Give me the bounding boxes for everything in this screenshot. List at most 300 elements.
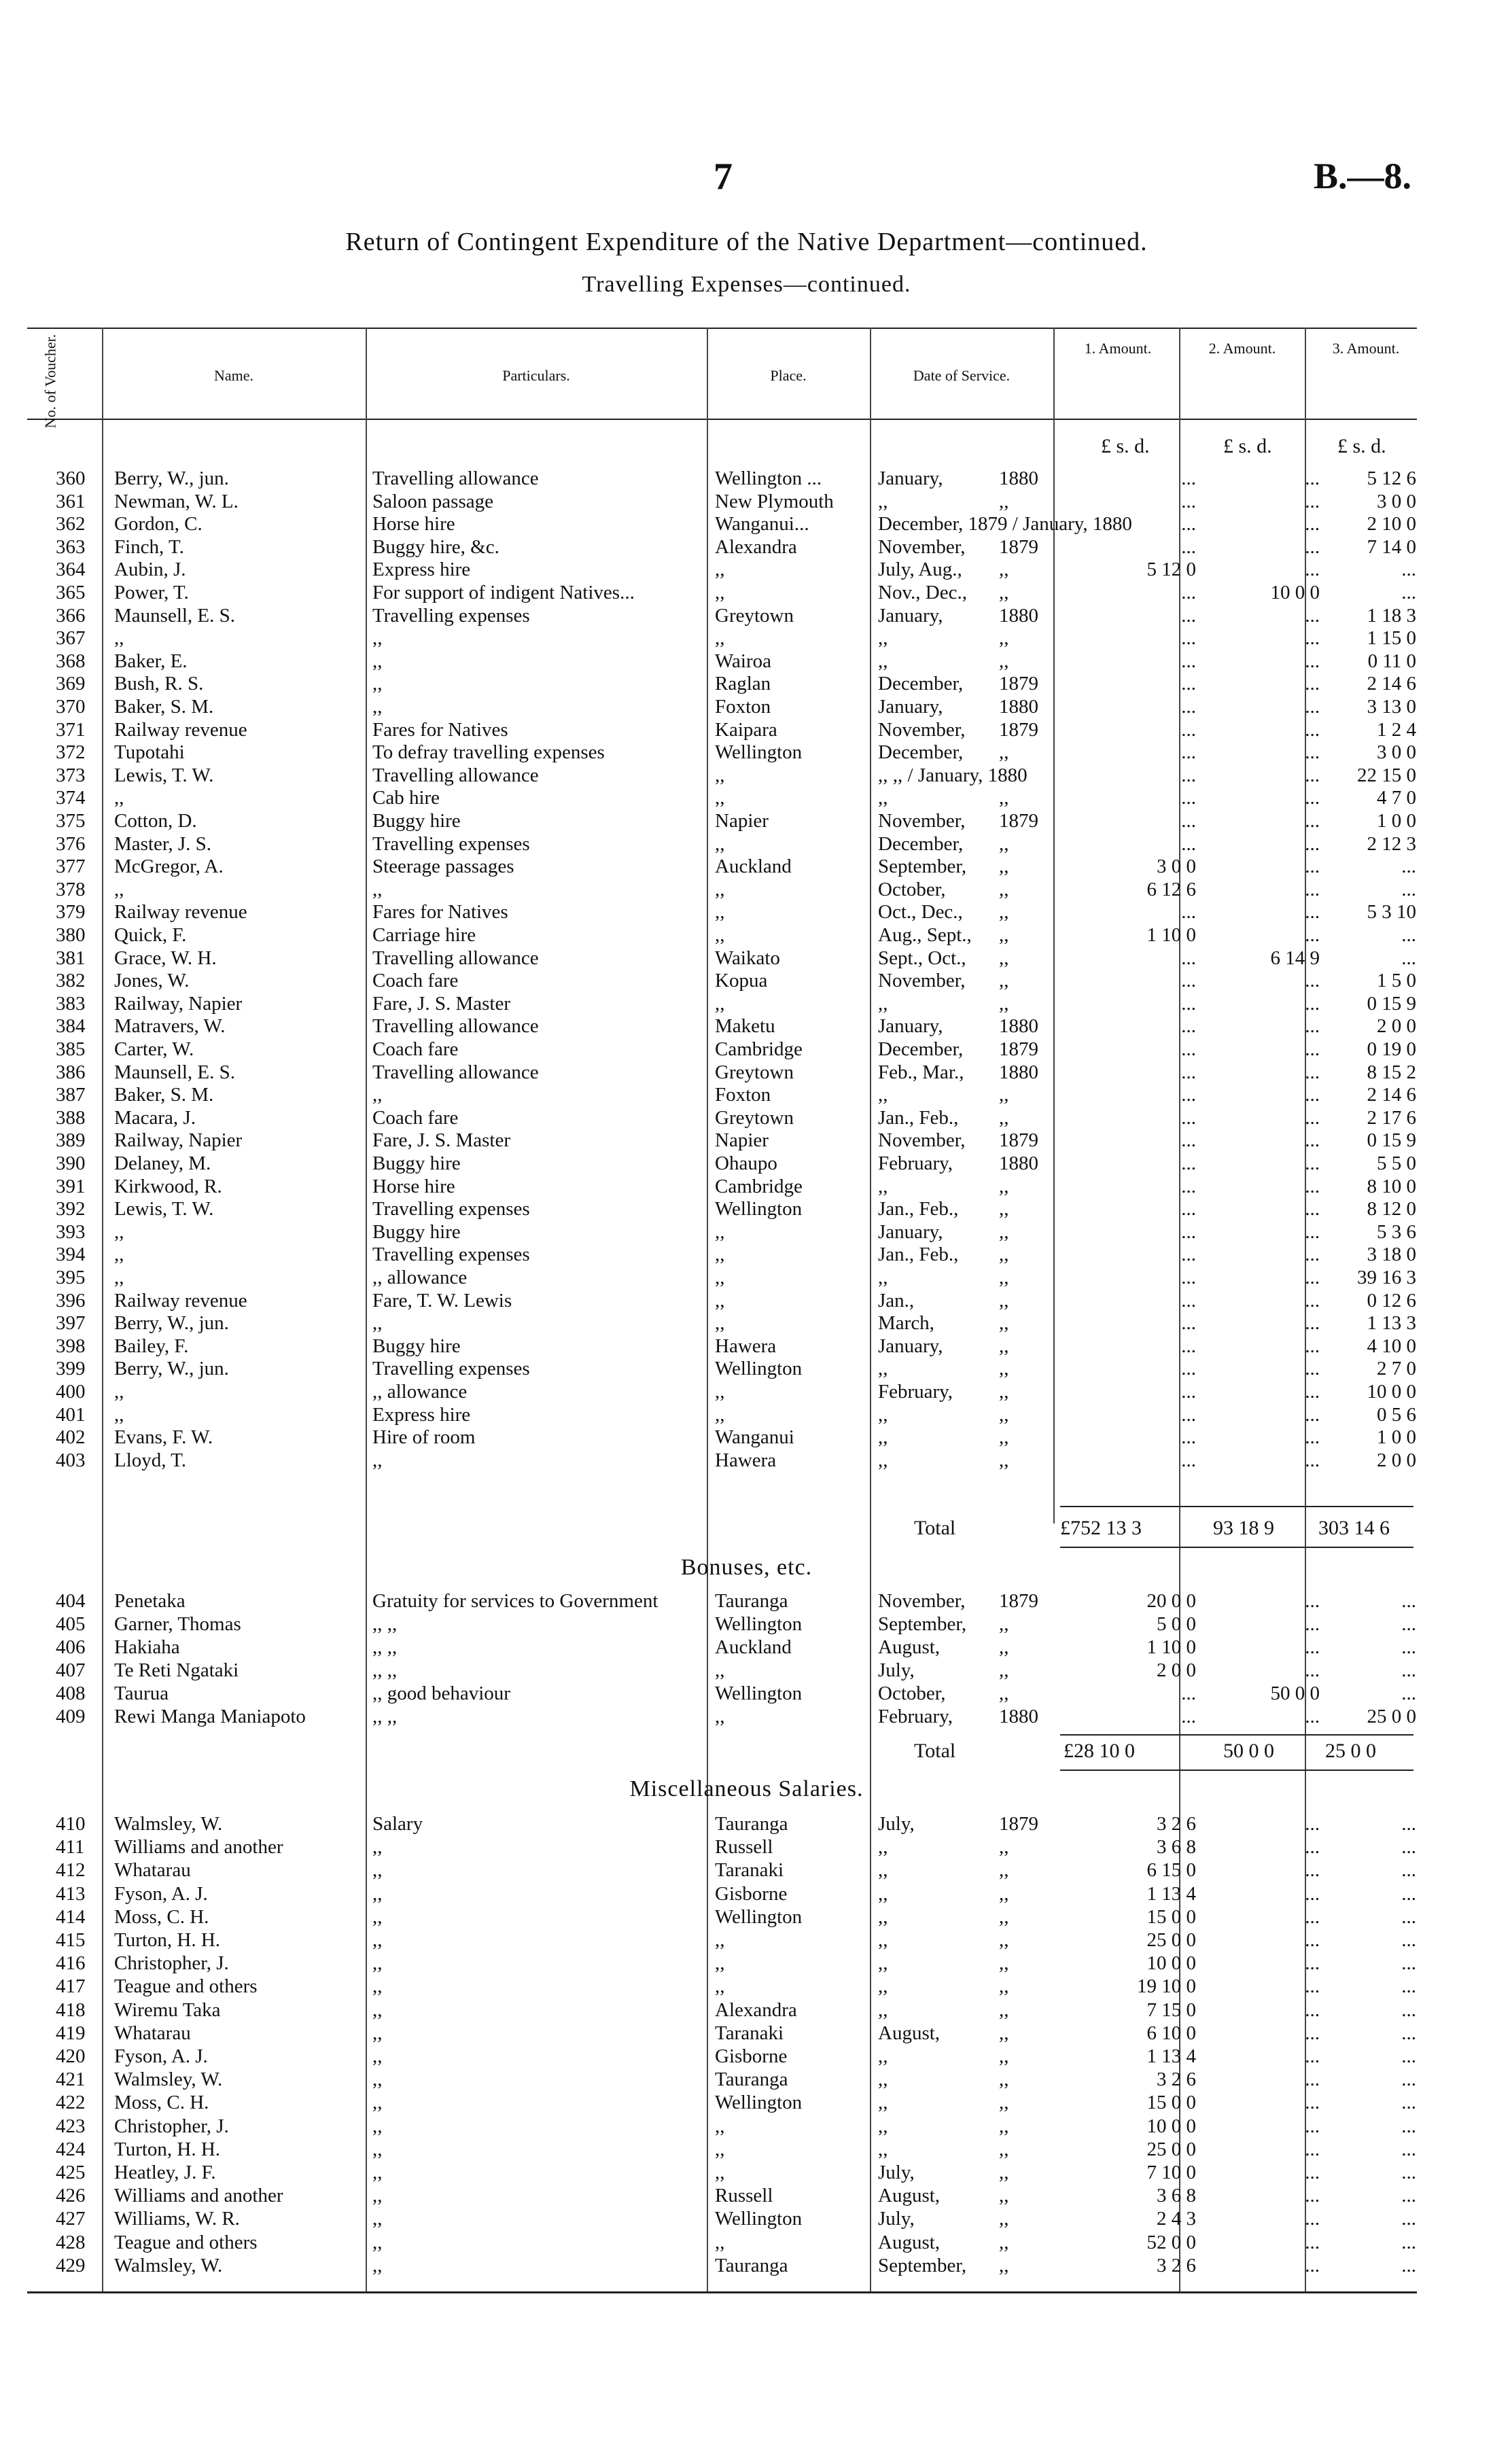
amount1-cell: ...	[1181, 535, 1196, 558]
amount3-cell: ...	[1401, 2254, 1416, 2276]
amount1-cell: 7 15 0	[1146, 1999, 1196, 2021]
currency-header-1: £ s. d.	[1101, 435, 1150, 457]
date-cell: ,,	[878, 650, 888, 672]
amount1-cell: ...	[1181, 1312, 1196, 1335]
table-row	[0, 1129, 1493, 1152]
name-cell: Cotton, D.	[114, 810, 197, 832]
year-cell: 1879	[999, 1590, 1038, 1612]
amount1-cell: ...	[1181, 1426, 1196, 1449]
amount3-cell: ...	[1401, 1613, 1416, 1635]
table-row	[0, 1590, 1493, 1613]
amount1-cell: 10 0 0	[1146, 1952, 1196, 1975]
date-cell: ,,	[878, 1952, 888, 1975]
amount2-cell: ...	[1305, 2092, 1320, 2114]
voucher-number: 363	[56, 535, 86, 558]
amount2-cell: ...	[1305, 992, 1320, 1015]
bonuses-total-label: Total	[914, 1740, 956, 1762]
place-cell: Wanganui...	[715, 513, 809, 535]
amount2-cell: ...	[1305, 1267, 1320, 1288]
particulars-cell: ,,	[372, 2069, 383, 2091]
date-cell: February,	[878, 1381, 953, 1403]
amount2-cell: ...	[1305, 627, 1320, 650]
particulars-cell: ,,	[372, 1952, 383, 1975]
amount2-cell: ...	[1305, 1929, 1320, 1951]
table-row	[0, 513, 1493, 535]
amount3-cell: 1 13 3	[1367, 1312, 1416, 1335]
name-header: Name.	[213, 367, 254, 384]
date-cell: Aug., Sept.,	[878, 924, 972, 946]
amount3-cell: 1 0 0	[1377, 810, 1416, 832]
travelling-total-3: 303 14 6	[1318, 1517, 1390, 1539]
amount1-cell: ...	[1181, 970, 1196, 992]
voucher-number: 423	[56, 2115, 86, 2137]
section-subtitle: Travelling Expenses—continued.	[582, 272, 911, 297]
amount3-cell: ...	[1401, 1929, 1416, 1951]
name-cell: Railway revenue	[114, 901, 247, 923]
place-cell: Wanganui	[715, 1426, 794, 1449]
voucher-number: 393	[56, 1220, 86, 1243]
amount2-cell: ...	[1305, 741, 1320, 764]
amount2-cell: ...	[1305, 1106, 1320, 1129]
table-row	[0, 605, 1493, 627]
table-row	[0, 1244, 1493, 1266]
amount2-cell: ...	[1305, 2185, 1320, 2207]
date-cell: ,,	[878, 1358, 888, 1380]
place-cell: Kopua	[715, 970, 768, 992]
amount1-cell: ...	[1181, 582, 1196, 603]
name-cell: Power, T.	[114, 582, 189, 603]
date-cell: ,,	[878, 1999, 888, 2021]
year-cell: ,,	[999, 1929, 1009, 1951]
year-cell: 1880	[999, 1152, 1038, 1174]
place-cell: Auckland	[715, 856, 792, 878]
amount1-cell: ...	[1181, 1220, 1196, 1243]
date-cell: September,	[878, 1613, 967, 1635]
name-cell: Baker, E.	[114, 650, 188, 672]
place-cell: Wellington	[715, 2208, 803, 2230]
date-cell: December,	[878, 741, 964, 764]
name-cell: Fyson, A. J.	[114, 1882, 208, 1905]
voucher-number: 426	[56, 2185, 86, 2207]
table-row	[0, 1176, 1493, 1198]
particulars-cell: Fare, T. W. Lewis	[372, 1289, 512, 1312]
place-cell: Gisborne	[715, 1882, 788, 1905]
amount1-cell: ...	[1181, 604, 1196, 627]
name-cell: Maunsell, E. S.	[114, 1061, 236, 1083]
place-cell: ,,	[715, 1220, 725, 1243]
year-cell: ,,	[999, 787, 1009, 809]
voucher-number: 386	[56, 1061, 86, 1083]
particulars-cell: ,,	[372, 1882, 383, 1905]
amount3-cell: 4 7 0	[1377, 787, 1416, 809]
date-cell: Jan.,	[878, 1289, 915, 1312]
date-cell: March,	[878, 1312, 934, 1335]
table-row	[0, 468, 1493, 490]
amount2-cell: 50 0 0	[1270, 1683, 1320, 1704]
amount1-cell: 3 2 6	[1157, 1813, 1196, 1835]
document-reference: B.—8.	[1313, 156, 1411, 196]
year-cell: ,,	[999, 2208, 1009, 2230]
amount1-cell: 20 0 0	[1146, 1590, 1196, 1612]
amount2-cell: ...	[1305, 1836, 1320, 1859]
voucher-number: 384	[56, 1015, 86, 1038]
table-row	[0, 2069, 1493, 2091]
particulars-cell: ,,	[372, 627, 383, 650]
particulars-cell: Gratuity for services to Government	[372, 1590, 658, 1612]
particulars-cell: Coach fare	[372, 970, 459, 992]
page-number: 7	[714, 156, 733, 198]
name-cell: Garner, Thomas	[114, 1613, 241, 1635]
voucher-number: 403	[56, 1449, 86, 1471]
date-cell: ,,	[878, 1449, 888, 1471]
table-row	[0, 993, 1493, 1015]
amount1-cell: 3 2 6	[1157, 2069, 1196, 2091]
date-cell: ,,	[878, 1175, 888, 1197]
date-cell: ,,	[878, 627, 888, 650]
table-row	[0, 1613, 1493, 1636]
date-cell: ,,	[878, 992, 888, 1015]
voucher-number: 411	[56, 1836, 85, 1859]
place-cell: Cambridge	[715, 1175, 803, 1197]
date-cell: December,	[878, 832, 964, 855]
place-cell: ,,	[715, 1267, 725, 1288]
particulars-cell: ,,	[372, 2092, 383, 2114]
year-cell: 1879	[999, 535, 1038, 558]
amount2-cell: ...	[1305, 1659, 1320, 1681]
bonuses-heading: Bonuses, etc.	[680, 1555, 813, 1580]
year-cell: ,,	[999, 2254, 1009, 2276]
amount3-cell: ...	[1401, 2208, 1416, 2230]
amount3-header: 3. Amount.	[1332, 340, 1400, 357]
voucher-number: 407	[56, 1659, 86, 1681]
voucher-number: 370	[56, 696, 86, 718]
amount1-cell: ...	[1181, 627, 1196, 650]
place-cell: Napier	[715, 1129, 769, 1152]
date-cell: September,	[878, 856, 967, 878]
amount1-cell: ...	[1181, 832, 1196, 855]
voucher-number: 373	[56, 764, 86, 786]
date-cell: Feb., Mar.,	[878, 1061, 964, 1083]
table-row	[0, 1015, 1493, 1038]
name-cell: Railway revenue	[114, 1289, 247, 1312]
voucher-number: 405	[56, 1613, 86, 1635]
voucher-number: 377	[56, 856, 86, 878]
table-row	[0, 2162, 1493, 2184]
voucher-number: 401	[56, 1403, 86, 1426]
particulars-cell: Fare, J. S. Master	[372, 1129, 510, 1152]
particulars-cell: Saloon passage	[372, 490, 493, 512]
particulars-cell: Travelling allowance	[372, 468, 539, 489]
particulars-cell: ,, ,,	[372, 1659, 398, 1681]
table-row	[0, 2185, 1493, 2207]
amount2-cell: ...	[1305, 1152, 1320, 1174]
date-cell: July, Aug.,	[878, 559, 962, 581]
name-cell: Maunsell, E. S.	[114, 604, 236, 627]
amount1-cell: ...	[1181, 513, 1196, 535]
date-header: Date of Service.	[913, 367, 1011, 384]
voucher-number: 396	[56, 1289, 86, 1312]
date-cell: ,,	[878, 1267, 888, 1288]
year-cell: ,,	[999, 1613, 1009, 1635]
date-cell: January,	[878, 468, 943, 489]
year-cell: ,,	[999, 1084, 1009, 1106]
amount2-cell: ...	[1305, 1358, 1320, 1380]
amount3-cell: 7 14 0	[1367, 535, 1416, 558]
name-cell: Kirkwood, R.	[114, 1175, 222, 1197]
place-cell: ,,	[715, 832, 725, 855]
name-cell: Tupotahi	[114, 741, 185, 764]
amount1-cell: 7 10 0	[1146, 2162, 1196, 2183]
voucher-number: 412	[56, 1859, 86, 1882]
year-cell: 1879	[999, 1038, 1038, 1060]
name-cell: McGregor, A.	[114, 856, 224, 878]
particulars-cell: ,, ,,	[372, 1613, 398, 1635]
name-cell: Macara, J.	[114, 1106, 196, 1129]
amount2-cell: ...	[1305, 787, 1320, 809]
particulars-cell: ,,	[372, 2208, 383, 2230]
amount2-cell: ...	[1305, 559, 1320, 581]
amount1-cell: ...	[1181, 947, 1196, 969]
date-cell: January,	[878, 1015, 943, 1038]
year-cell: 1879	[999, 810, 1038, 832]
particulars-cell: Buggy hire	[372, 810, 461, 832]
date-cell: Jan., Feb.,	[878, 1198, 959, 1220]
year-cell: ,,	[999, 1859, 1009, 1882]
year-cell: ,,	[999, 947, 1009, 969]
place-cell: Maketu	[715, 1015, 775, 1038]
date-cell: ,,	[878, 2092, 888, 2114]
place-cell: Hawera	[715, 1335, 777, 1357]
place-cell: Ohaupo	[715, 1152, 777, 1174]
amount3-cell: ...	[1401, 1905, 1416, 1928]
name-cell: Railway, Napier	[114, 992, 243, 1015]
amount3-cell: 8 12 0	[1367, 1198, 1416, 1220]
table-row	[0, 1636, 1493, 1659]
table-row	[0, 1659, 1493, 1682]
name-cell: Fyson, A. J.	[114, 2045, 208, 2067]
date-cell: August,	[878, 2185, 941, 2207]
amount2-cell: ...	[1305, 2138, 1320, 2160]
amount3-cell: 22 15 0	[1357, 764, 1416, 786]
date-cell: ,,	[878, 1403, 888, 1426]
year-cell: ,,	[999, 1882, 1009, 1905]
voucher-number: 361	[56, 490, 86, 512]
amount3-cell: 5 3 10	[1367, 901, 1416, 923]
particulars-cell: ,, good behaviour	[372, 1683, 510, 1704]
amount2-cell: ...	[1305, 696, 1320, 718]
voucher-number: 417	[56, 1975, 86, 1998]
name-cell: Aubin, J.	[114, 559, 186, 581]
year-cell: ,,	[999, 1358, 1009, 1380]
voucher-number: 409	[56, 1706, 86, 1727]
year-cell: ,,	[999, 1836, 1009, 1859]
amount2-cell: ...	[1305, 1289, 1320, 1312]
name-cell: Gordon, C.	[114, 513, 203, 535]
name-cell: Carter, W.	[114, 1038, 194, 1060]
place-cell: Gisborne	[715, 2045, 788, 2067]
place-cell: Greytown	[715, 1106, 794, 1129]
table-row	[0, 901, 1493, 923]
voucher-number: 429	[56, 2254, 86, 2276]
year-cell: ,,	[999, 1999, 1009, 2021]
date-cell: December,	[878, 673, 964, 695]
voucher-number: 369	[56, 673, 86, 695]
table-row	[0, 1883, 1493, 1905]
amount3-cell: ...	[1401, 1882, 1416, 1905]
date-cell: July,	[878, 2208, 915, 2230]
date-cell: October,	[878, 878, 946, 900]
voucher-number: 398	[56, 1335, 86, 1357]
table-row	[0, 536, 1493, 559]
date-cell: Sept., Oct.,	[878, 947, 966, 969]
voucher-number: 383	[56, 992, 86, 1015]
amount3-cell: 2 7 0	[1377, 1358, 1416, 1380]
amount3-cell: ...	[1401, 2115, 1416, 2137]
year-cell: 1879	[999, 718, 1038, 741]
table-row	[0, 2139, 1493, 2161]
voucher-number: 362	[56, 513, 86, 535]
amount3-cell: ...	[1401, 2022, 1416, 2044]
particulars-cell: ,,	[372, 1929, 383, 1951]
year-cell: ,,	[999, 559, 1009, 581]
place-cell: ,,	[715, 1659, 725, 1681]
voucher-number: 419	[56, 2022, 86, 2044]
place-cell: ,,	[715, 1929, 725, 1951]
amount3-cell: ...	[1401, 1636, 1416, 1658]
voucher-number: 421	[56, 2069, 86, 2091]
table-row	[0, 1836, 1493, 1859]
place-cell: ,,	[715, 2138, 725, 2160]
amount2-cell: ...	[1305, 535, 1320, 558]
amount3-cell: ...	[1401, 559, 1416, 581]
table-row	[0, 1975, 1493, 1998]
voucher-number: 375	[56, 810, 86, 832]
particulars-cell: Travelling expenses	[372, 1244, 530, 1266]
year-cell: ,,	[999, 856, 1009, 878]
year-cell: ,,	[999, 2138, 1009, 2160]
amount1-cell: ...	[1181, 1683, 1196, 1704]
particulars-cell: Hire of room	[372, 1426, 476, 1449]
particulars-cell: ,,	[372, 650, 383, 672]
voucher-number: 418	[56, 1999, 86, 2021]
amount3-cell: ...	[1401, 2092, 1416, 2114]
amount1-cell: ...	[1181, 1175, 1196, 1197]
name-cell: Hakiaha	[114, 1636, 180, 1658]
amount1-cell: ...	[1181, 1403, 1196, 1426]
amount2-cell: ...	[1305, 1859, 1320, 1882]
date-cell: November,	[878, 1129, 966, 1152]
voucher-number: 404	[56, 1590, 86, 1612]
particulars-cell: ,,	[372, 2185, 383, 2207]
amount3-cell: ...	[1401, 2162, 1416, 2183]
name-cell: Moss, C. H.	[114, 1905, 209, 1928]
amount2-cell: ...	[1305, 468, 1320, 489]
amount3-cell: 1 0 0	[1377, 1426, 1416, 1449]
amount2-cell: ...	[1305, 856, 1320, 878]
amount2-cell: ...	[1305, 878, 1320, 900]
table-row	[0, 1859, 1493, 1882]
amount2-cell: ...	[1305, 2254, 1320, 2276]
place-cell: Taranaki	[715, 1859, 784, 1882]
particulars-cell: Carriage hire	[372, 924, 476, 946]
amount1-cell: ...	[1181, 901, 1196, 923]
place-cell: ,,	[715, 1312, 725, 1335]
table-row	[0, 1107, 1493, 1129]
name-cell: ,,	[114, 878, 124, 900]
voucher-number: 390	[56, 1152, 86, 1174]
table-row	[0, 764, 1493, 787]
date-cell: ,,	[878, 1882, 888, 1905]
particulars-header: Particulars.	[502, 367, 570, 384]
place-cell: ,,	[715, 924, 725, 946]
name-cell: Walmsley, W.	[114, 1813, 223, 1835]
name-cell: Finch, T.	[114, 535, 184, 558]
amount3-cell: 2 12 3	[1367, 832, 1416, 855]
place-cell: ,,	[715, 1381, 725, 1403]
amount1-cell: ...	[1181, 992, 1196, 1015]
voucher-header: No. of Voucher.	[41, 334, 59, 429]
year-cell: ,,	[999, 992, 1009, 1015]
voucher-number: 400	[56, 1381, 86, 1403]
date-cell: September,	[878, 2254, 967, 2276]
voucher-number: 372	[56, 741, 86, 764]
table-row	[0, 1449, 1493, 1472]
amount3-cell: 0 12 6	[1367, 1289, 1416, 1312]
particulars-cell: ,,	[372, 2022, 383, 2044]
amount1-cell: 15 0 0	[1146, 2092, 1196, 2114]
amount3-cell: ...	[1401, 924, 1416, 946]
name-cell: Turton, H. H.	[114, 2138, 221, 2160]
place-cell: Foxton	[715, 696, 771, 718]
place-cell: ,,	[715, 1975, 725, 1998]
particulars-cell: Express hire	[372, 1403, 471, 1426]
date-cell: August,	[878, 2022, 941, 2044]
particulars-cell: Travelling allowance	[372, 947, 539, 969]
amount2-cell: ...	[1305, 2231, 1320, 2253]
amount1-cell: 3 6 8	[1157, 1836, 1196, 1859]
voucher-number: 425	[56, 2162, 86, 2183]
amount2-cell: ...	[1305, 2208, 1320, 2230]
year-cell: 1880	[999, 1061, 1038, 1083]
amount3-cell: ...	[1401, 2069, 1416, 2091]
amount2-cell: ...	[1305, 2162, 1320, 2183]
place-cell: ,,	[715, 992, 725, 1015]
name-cell: Baker, S. M.	[114, 696, 214, 718]
year-cell: ,,	[999, 1426, 1009, 1449]
place-cell: Tauranga	[715, 1590, 788, 1612]
amount3-cell: 0 19 0	[1367, 1038, 1416, 1060]
voucher-number: 428	[56, 2231, 86, 2253]
particulars-cell: ,,	[372, 2231, 383, 2253]
year-cell: ,,	[999, 650, 1009, 672]
name-cell: Master, J. S.	[114, 832, 212, 855]
table-row	[0, 2092, 1493, 2114]
amount3-cell: ...	[1401, 1683, 1416, 1704]
particulars-cell: Fares for Natives	[372, 718, 508, 741]
amount3-cell: 2 17 6	[1367, 1106, 1416, 1129]
year-cell: ,,	[999, 1975, 1009, 1998]
date-cell: Jan., Feb.,	[878, 1106, 959, 1129]
particulars-cell: ,,	[372, 1905, 383, 1928]
name-cell: Railway revenue	[114, 718, 247, 741]
year-cell: ,,	[999, 741, 1009, 764]
year-cell: 1880	[999, 696, 1038, 718]
date-cell: November,	[878, 970, 966, 992]
place-cell: Tauranga	[715, 2069, 788, 2091]
name-cell: Delaney, M.	[114, 1152, 211, 1174]
date-cell: Nov., Dec.,	[878, 582, 967, 603]
table-row	[0, 947, 1493, 970]
